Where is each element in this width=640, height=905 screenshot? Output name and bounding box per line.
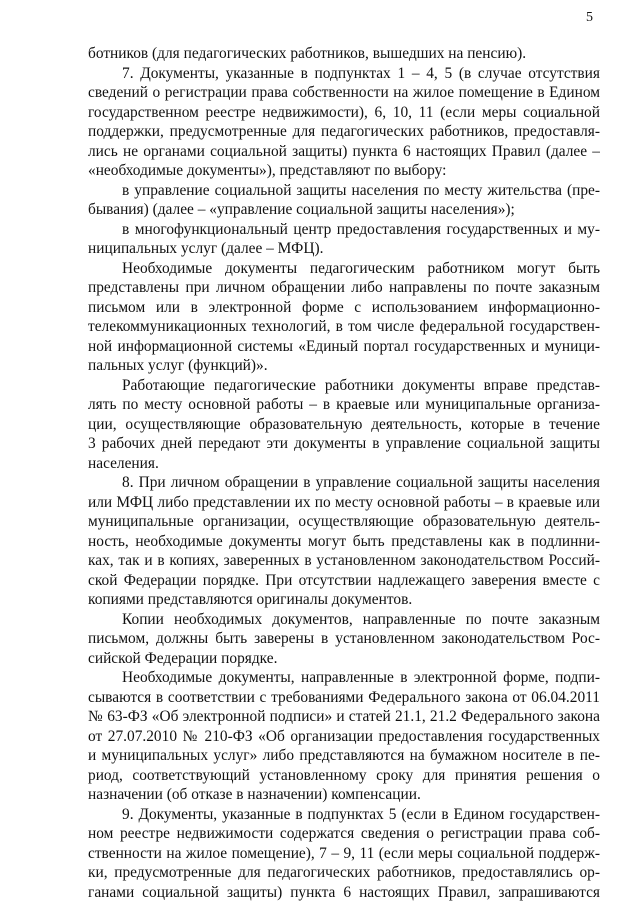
text-line: Работающие педагогические работники документы вправе представ- (122, 376, 600, 394)
text-line: и муниципальных услуг» либо представляются на бумажном носителе в пе- (88, 747, 600, 764)
text-line: ции, осуществляющие образовательную деятельность, которые в течение (88, 415, 600, 433)
document-body (88, 44, 600, 902)
text-line: или МФЦ либо представлении их по месту основной работы – в краевые или (88, 493, 600, 511)
text-line: населения. (88, 454, 159, 472)
text-line: сведений о регистрации права собственности на жилое помещение в Едином (88, 84, 600, 101)
page-number: 5 (586, 10, 593, 25)
text-line: № 63-ФЗ «Об электронной подписи» и статей 21.1, 21.2 Федерального закона (88, 708, 600, 725)
text-line: Необходимые документы педагогическим работником могут быть (122, 259, 600, 277)
text-line: ской Федерации порядке. При отсутствии надлежащего заверения вместе с (88, 571, 600, 589)
text-line: поддержки, предусмотренные для педагогических работников, предоставля- (88, 123, 600, 140)
text-line: ках, так и в копиях, заверенных в установленном законодательством Россий- (88, 552, 600, 569)
text-line: муниципальные организации, осуществляющие образовательную деятель- (88, 513, 600, 530)
text-line: ниципальных услуг (далее – МФЦ). (88, 240, 324, 257)
text-line: письмом или в электронной форме с использованием информационно- (88, 298, 600, 316)
text-line: риод, соответствующий установленному сроку для принятия решения о (88, 766, 600, 784)
text-line: 8. При личном обращении в управление социальной защиты населения (122, 474, 600, 491)
text-line: лись не органами социальной защиты) пункта 6 настоящих Правил (далее – (88, 142, 600, 160)
text-line: «необходимые документы»), представляют по выбору: (88, 162, 447, 179)
text-line: ботников (для педагогических работников, вышедших на пенсию). (88, 45, 527, 62)
text-line: пальных услуг (функций)». (88, 357, 268, 374)
text-line: копиями представляются оригиналы документов. (88, 591, 413, 608)
text-line: от 27.07.2010 № 210-ФЗ «Об организации предоставления государственных (88, 727, 600, 745)
text-line: 7. Документы, указанные в подпунктах 1 – 4, 5 (в случае отсутствия (122, 64, 600, 82)
text-line: ном реестре недвижимости содержатся сведения о регистрации права соб- (88, 825, 600, 842)
text-line: ственности на жилое помещение), 7 – 9, 11 (если меры социальной поддерж- (88, 844, 600, 862)
text-line: телекоммуникационных технологий, в том числе федеральной государствен- (88, 318, 600, 335)
text-line: Необходимые документы, направленные в электронной форме, подпи- (122, 669, 600, 686)
text-line: сийской Федерации порядке. (88, 649, 278, 667)
text-line: бывания) (далее – «управление социальной защиты населения»); (88, 201, 515, 218)
text-line: лять по месту основной работы – в краевые или муниципальные организа- (88, 396, 600, 413)
text-line: 9. Документы, указанные в подпунктах 5 (если в Едином государствен- (122, 805, 600, 823)
text-line: сываются в соответствии с требованиями Федерального закона от 06.04.2011 (88, 688, 600, 706)
text-line: в управление социальной защиты населения по месту жительства (пре- (122, 181, 600, 199)
text-line: ность, необходимые документы могут быть представлены как в подлинни- (88, 532, 600, 550)
text-line: письмом, должны быть заверены в установленном законодательством Рос- (88, 630, 600, 647)
text-line: Копии необходимых документов, направленные по почте заказным (122, 610, 600, 628)
text-line: ганами социальной защиты) пункта 6 настоящих Правил, запрашиваются (88, 883, 600, 901)
text-line: 3 рабочих дней передают эти документы в управление социальной защиты (88, 435, 600, 452)
text-line: назначении (об отказе в назначении) компенсации. (88, 786, 421, 803)
text-line: ки, предусмотренные для педагогических работников, предоставлялись ор- (88, 864, 600, 881)
text-line: ной информационной системы «Единый портал государственных и муници- (88, 337, 600, 355)
text-line: государственном реестре недвижимости), 6, 10, 11 (если меры социальной (88, 103, 600, 121)
text-line: представлены при личном обращении либо направлены по почте заказным (88, 279, 600, 296)
text-line: в многофункциональный центр предоставления государственных и му- (122, 220, 600, 238)
